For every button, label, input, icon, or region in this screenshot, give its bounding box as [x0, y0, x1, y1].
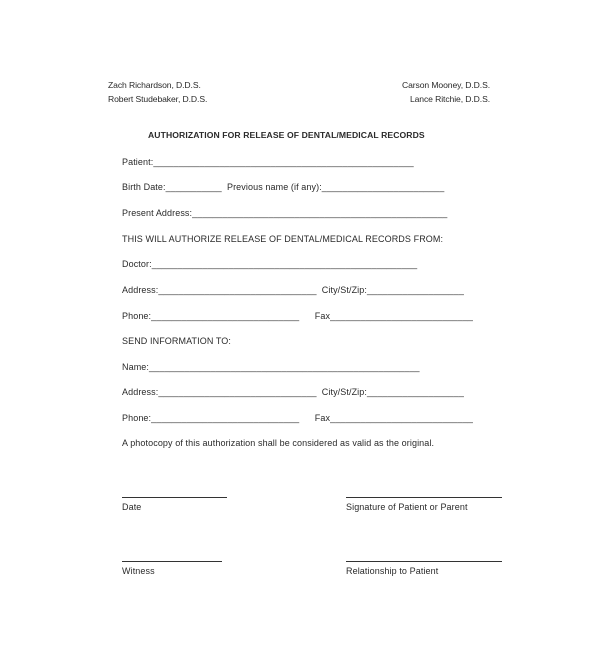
doctor-name-left-2: Robert Studebaker, D.D.S. [108, 94, 208, 104]
from-address-field[interactable]: Address:_______________________________ City/St/Zip:___________________ [122, 285, 464, 295]
present-address-field[interactable]: Present Address:__________________________________________________ [122, 208, 448, 218]
patient-field[interactable]: Patient:___________________________________________________ [122, 157, 414, 167]
to-phone-fax-field[interactable]: Phone:_____________________________ Fax____________________________ [122, 413, 474, 423]
relationship-label: Relationship to Patient [346, 566, 439, 576]
photocopy-notice: A photocopy of this authorization shall be considered as valid as the original. [122, 438, 435, 448]
doctor-name-right-2: Lance Ritchie, D.D.S. [409, 94, 490, 104]
patient-signature-line[interactable] [346, 497, 502, 498]
to-address-field[interactable]: Address:_______________________________ City/St/Zip:___________________ [122, 387, 464, 397]
from-phone-fax-field[interactable]: Phone:_____________________________ Fax____________________________ [122, 311, 474, 321]
date-label: Date [122, 502, 142, 512]
witness-signature-line[interactable] [122, 561, 222, 562]
send-to-heading: SEND INFORMATION TO: [122, 336, 232, 346]
birth-date-field[interactable]: Birth Date:___________ Previous name (if any):________________________ [122, 182, 445, 192]
doctor-name-left-1: Zach Richardson, D.D.S. [108, 80, 201, 90]
form-title: AUTHORIZATION FOR RELEASE OF DENTAL/MEDICAL RECORDS [148, 130, 425, 140]
doctor-field[interactable]: Doctor:____________________________________________________ [122, 259, 418, 269]
relationship-signature-line[interactable] [346, 561, 502, 562]
recipient-name-field[interactable]: Name:_____________________________________________________ [122, 362, 420, 372]
date-signature-line[interactable] [122, 497, 227, 498]
authorize-heading: THIS WILL AUTHORIZE RELEASE OF DENTAL/MEDICAL RECORDS FROM: [122, 234, 444, 244]
patient-signature-label: Signature of Patient or Parent [346, 502, 468, 512]
witness-label: Witness [122, 566, 155, 576]
doctor-name-right-1: Carson Mooney, D.D.S. [401, 80, 490, 90]
